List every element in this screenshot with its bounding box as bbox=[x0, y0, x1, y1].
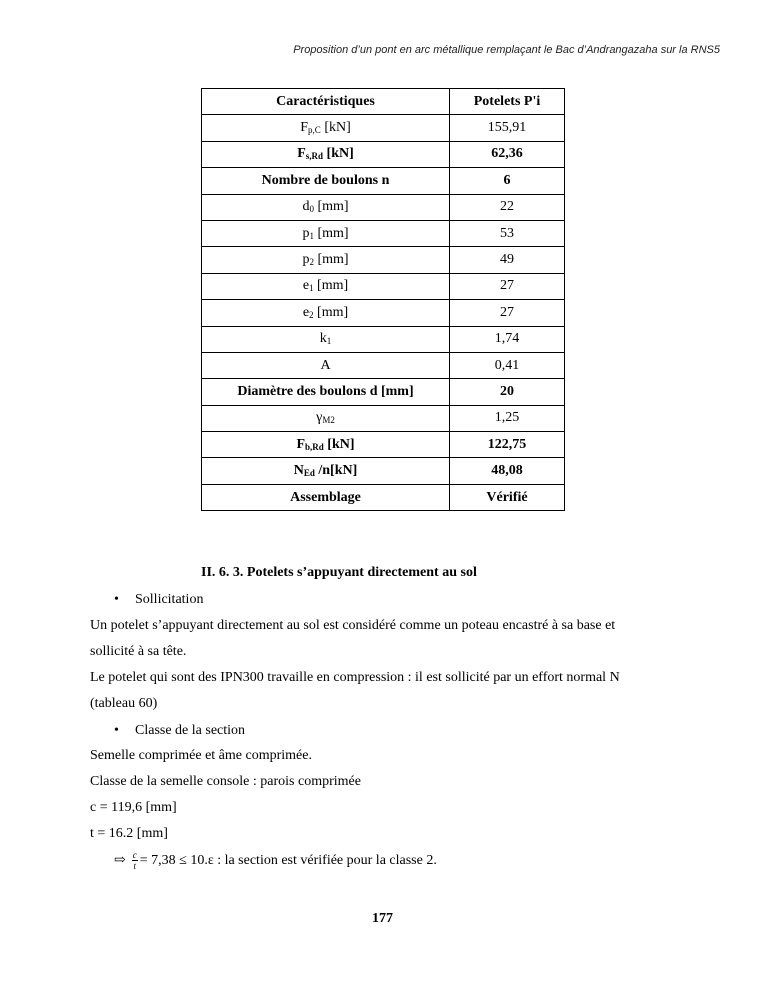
paragraph-line: Un potelet s’appuyant directement au sol est considéré comme un poteau encastré à sa base et bbox=[90, 618, 616, 633]
characteristic-unit: [kN] bbox=[320, 120, 351, 136]
column-header-characteristics: Caractéristiques bbox=[202, 89, 450, 115]
paragraph-line: Classe de la semelle console : parois comprimée bbox=[90, 774, 361, 789]
characteristic-unit: /n[kN] bbox=[314, 463, 358, 479]
bullet-classe-section bbox=[114, 723, 245, 739]
characteristic-symbol: F bbox=[297, 146, 306, 162]
characteristic-subscript: 2 bbox=[309, 309, 314, 320]
conclusion-text: = 7,38 ≤ 10.ε : la section est vérifiée pour la classe 2. bbox=[139, 852, 437, 868]
characteristic-unit: [kN] bbox=[323, 436, 355, 452]
table-row bbox=[202, 273, 565, 299]
value-cell: 1,74 bbox=[450, 326, 565, 352]
characteristic-subscript: p,C bbox=[308, 125, 321, 136]
arrow-right-icon: ⇨ bbox=[114, 853, 126, 868]
bullet-icon: • bbox=[114, 723, 119, 738]
t-value-line: t = 16.2 [mm] bbox=[90, 826, 168, 841]
value-cell: Vérifié bbox=[450, 484, 565, 510]
characteristic-cell bbox=[202, 326, 450, 352]
paragraph-line: (tableau 60) bbox=[90, 696, 158, 711]
table-row bbox=[202, 194, 565, 220]
table-row bbox=[202, 352, 565, 378]
characteristic-subscript: b,Rd bbox=[305, 441, 324, 452]
characteristic-symbol: d bbox=[302, 199, 310, 215]
paragraph-line: Le potelet qui sont des IPN300 travaille en compression : il est sollicité par un effort normal N bbox=[90, 670, 620, 685]
characteristic-symbol: e bbox=[302, 304, 310, 320]
characteristic-symbol: γ bbox=[316, 410, 323, 426]
value-cell: 22 bbox=[450, 194, 565, 220]
characteristic-subscript: 2 bbox=[309, 257, 314, 268]
characteristic-subscript: 1 bbox=[326, 336, 332, 347]
characteristic-subscript: 1 bbox=[309, 283, 314, 294]
bullet-sollicitation bbox=[114, 592, 203, 608]
table-row bbox=[202, 458, 565, 484]
characteristic-cell bbox=[202, 405, 450, 431]
table-row bbox=[202, 326, 565, 352]
characteristic-cell bbox=[202, 168, 450, 194]
table-row bbox=[202, 168, 565, 194]
table-row bbox=[202, 432, 565, 458]
characteristic-symbol: p bbox=[302, 252, 310, 268]
characteristic-symbol: Assemblage bbox=[290, 489, 361, 505]
characteristic-cell bbox=[202, 300, 450, 326]
paragraph-line: sollicité à sa tête. bbox=[90, 644, 187, 659]
characteristic-symbol: p bbox=[302, 225, 310, 241]
table-row bbox=[202, 115, 565, 141]
characteristic-subscript: 0 bbox=[309, 204, 314, 215]
characteristic-subscript: s,Rd bbox=[305, 151, 324, 162]
value-cell: 49 bbox=[450, 247, 565, 273]
characteristic-symbol: k bbox=[319, 331, 327, 347]
characteristic-unit: [kN] bbox=[323, 146, 354, 162]
characteristic-symbol: Diamètre des boulons d [mm] bbox=[237, 383, 414, 399]
section-title: II. 6. 3. Potelets s’appuyant directement au sol bbox=[201, 565, 477, 580]
value-cell: 48,08 bbox=[450, 458, 565, 484]
fraction-denominator: t bbox=[133, 861, 136, 871]
table-row bbox=[202, 484, 565, 510]
characteristic-cell bbox=[202, 352, 450, 378]
characteristic-cell bbox=[202, 379, 450, 405]
column-header-potelets: Potelets P'i bbox=[450, 89, 565, 115]
characteristic-symbol: A bbox=[320, 357, 331, 373]
characteristic-cell bbox=[202, 432, 450, 458]
value-cell: 27 bbox=[450, 273, 565, 299]
bullet-label: Classe de la section bbox=[135, 723, 246, 738]
characteristic-symbol: F bbox=[300, 120, 309, 136]
table-row bbox=[202, 247, 565, 273]
characteristic-cell bbox=[202, 484, 450, 510]
bullet-icon: • bbox=[114, 592, 119, 607]
value-cell: 62,36 bbox=[450, 141, 565, 167]
table-header-row bbox=[202, 89, 565, 115]
table-row bbox=[202, 141, 565, 167]
characteristics-table bbox=[201, 88, 565, 511]
characteristic-cell bbox=[202, 141, 450, 167]
value-cell: 6 bbox=[450, 168, 565, 194]
characteristic-unit: [mm] bbox=[313, 225, 349, 241]
characteristic-cell bbox=[202, 247, 450, 273]
table-row bbox=[202, 300, 565, 326]
characteristic-cell bbox=[202, 194, 450, 220]
characteristic-cell bbox=[202, 458, 450, 484]
characteristic-subscript: M2 bbox=[322, 415, 335, 426]
page-number: 177 bbox=[372, 911, 393, 926]
table-row bbox=[202, 405, 565, 431]
characteristic-cell bbox=[202, 273, 450, 299]
value-cell: 53 bbox=[450, 220, 565, 246]
characteristic-symbol: Nombre de boulons n bbox=[261, 172, 390, 188]
characteristic-unit: [mm] bbox=[313, 199, 349, 215]
conclusion-line bbox=[114, 850, 437, 871]
table-row bbox=[202, 379, 565, 405]
characteristic-symbol: N bbox=[293, 463, 304, 479]
characteristic-unit: [mm] bbox=[313, 278, 349, 294]
c-over-t-fraction bbox=[132, 850, 138, 871]
characteristic-subscript: 1 bbox=[309, 230, 314, 241]
value-cell: 0,41 bbox=[450, 352, 565, 378]
characteristic-unit: [mm] bbox=[313, 252, 349, 268]
c-value-line: c = 119,6 [mm] bbox=[90, 800, 177, 815]
paragraph-line: Semelle comprimée et âme comprimée. bbox=[90, 748, 312, 763]
characteristic-unit: [mm] bbox=[313, 304, 349, 320]
characteristic-cell bbox=[202, 115, 450, 141]
characteristic-symbol: F bbox=[296, 436, 306, 452]
characteristic-cell bbox=[202, 220, 450, 246]
value-cell: 27 bbox=[450, 300, 565, 326]
value-cell: 155,91 bbox=[450, 115, 565, 141]
characteristic-subscript: Ed bbox=[303, 468, 315, 479]
table-row bbox=[202, 220, 565, 246]
value-cell: 1,25 bbox=[450, 405, 565, 431]
running-header: Proposition d’un pont en arc métallique remplaçant le Bac d’Andrangazaha sur la RNS5 bbox=[293, 44, 720, 56]
characteristic-symbol: e bbox=[302, 278, 310, 294]
table-body bbox=[202, 115, 565, 511]
value-cell: 20 bbox=[450, 379, 565, 405]
bullet-label: Sollicitation bbox=[135, 592, 204, 607]
value-cell: 122,75 bbox=[450, 432, 565, 458]
fraction-numerator: c bbox=[132, 850, 137, 860]
